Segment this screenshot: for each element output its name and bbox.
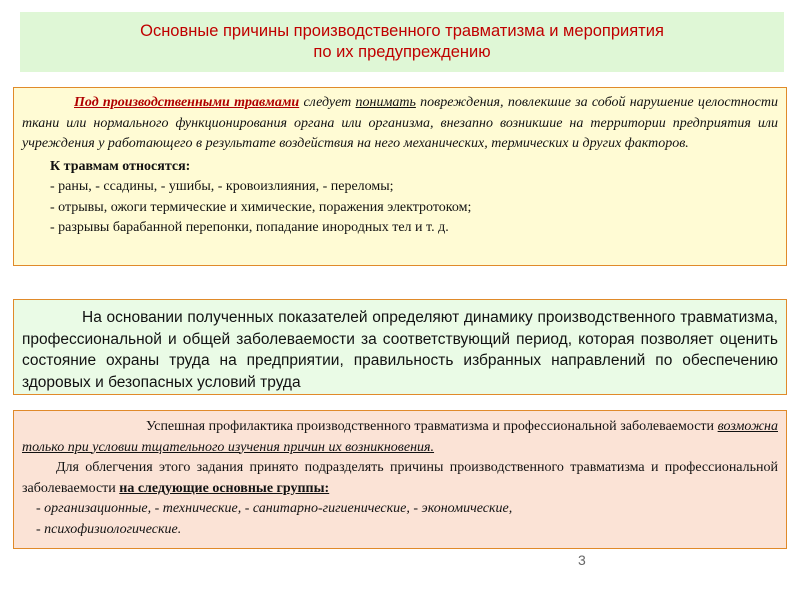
injury-term: Под производственными травмами (74, 95, 300, 110)
prevention-box (13, 410, 787, 549)
dynamics-box (13, 299, 787, 395)
cause-groups-line: - психофизиологические. (36, 521, 182, 537)
prevention-paragraph-2: Для облегчения этого задания принято подразделять причины производственного травматизма и профессиональной заболеваемости на следующие основные группы: (22, 460, 778, 496)
injury-types-line: - раны, - ссадины, - ушибы, - кровоизлияния, - переломы; (50, 179, 394, 194)
injury-definition-box (13, 87, 787, 266)
slide-title-line-1: Основные причины производственного травматизма и мероприятия (140, 22, 664, 40)
slide-title-line-2: по их предупреждению (313, 43, 491, 61)
cause-groups-line: - организационные, - технические, - санитарно-гигиенические, - экономические, (36, 501, 513, 516)
injury-types-line: - разрывы барабанной перепонки, попадание инородных тел и т. д. (50, 220, 449, 235)
injury-types-line: - отрывы, ожоги термические и химические, поражения электротоком; (50, 199, 472, 215)
dynamics-text: На основании полученных показателей определяют динамику производственного травматизма, профессиональной и общей заболеваемости за соответствующий период, которая позволяет оценить состояние охраны труда на предприятии, правильность избранных направлений по обеспечению здоровых и безопасных условий труда (22, 309, 778, 391)
page-number: 3 (578, 552, 586, 568)
prevention-paragraph-1: Успешная профилактика производственного травматизма и профессиональной заболеваемости возможна только при условии тщательного изучения причин их возникновения. (22, 419, 778, 455)
injury-types-heading: К травмам относятся: (50, 158, 191, 174)
slide-title (20, 12, 784, 72)
injury-definition-text: Под производственными травмами следует понимать повреждения, повлекшие за собой нарушение целостности ткани или нормального функционирования органа или организма, внезапно возникшие на территории предприятия или учреждения у работающего в результате воздействия на него механических, термических и других факторов. (22, 95, 778, 151)
